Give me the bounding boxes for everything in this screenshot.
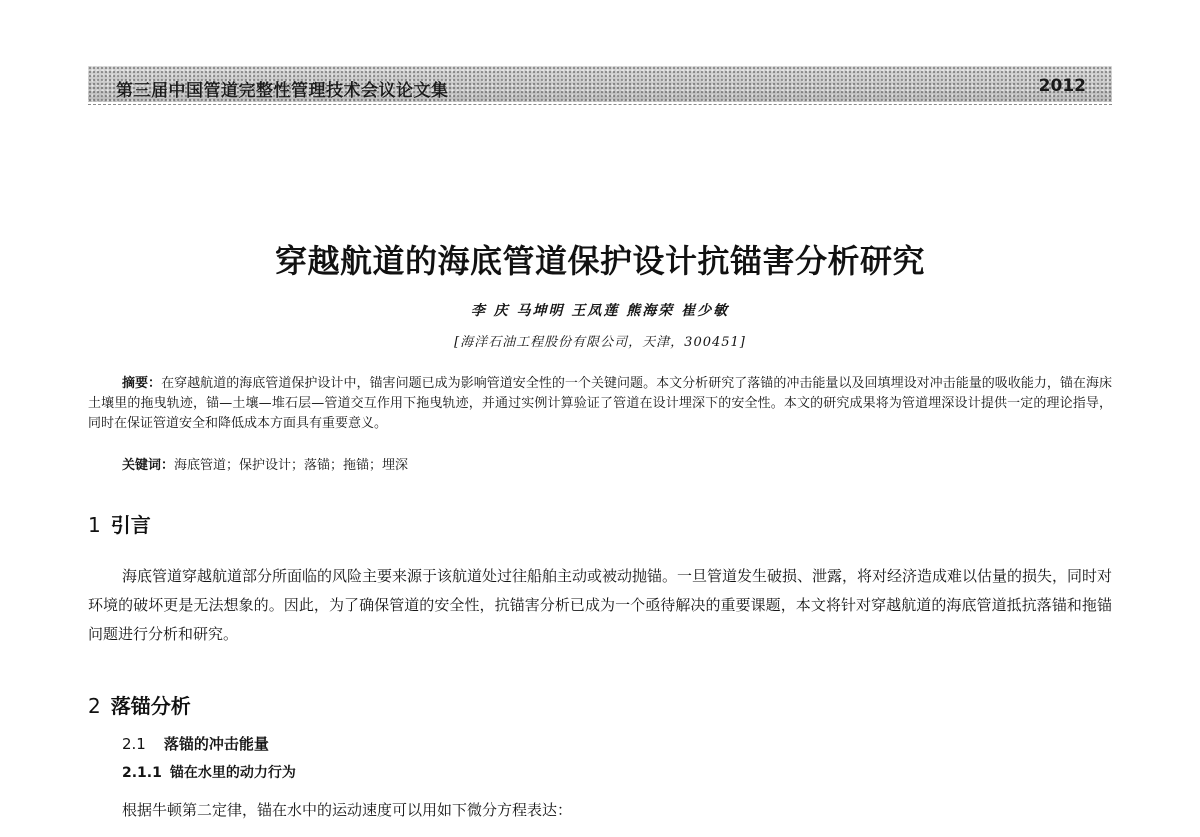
paper-title: 穿越航道的海底管道保护设计抗锚害分析研究 [274, 242, 925, 280]
subsection-2-1-number: 2.1 [122, 735, 146, 753]
journal-year: 2012 [1038, 76, 1086, 96]
header-divider [88, 104, 1112, 105]
section-1-title: 引言 [110, 513, 151, 537]
abstract-text: 在穿越航道的海底管道保护设计中，锚害问题已成为影响管道安全性的一个关键问题。本文分析研究了落锚的冲击能量以及回填埋设对冲击能量的吸收能力，锚在海床土壤里的拖曳轨迹，锚—土壤—堆石层—管道交互作用下拖曳轨迹，并通过实例计算验证了管道在设计埋深下的安全性。本文的研究成果将为管道埋深设计提供一定的理论指导，同时在保证管道安全和降低成本方面具有重要意义。 [88, 376, 1112, 431]
section-1-number: 1 [88, 513, 101, 537]
keywords-text: 海底管道；保护设计；落锚；拖锚；埋深 [174, 458, 409, 473]
section-1-paragraph: 海底管道穿越航道部分所面临的风险主要来源于该航道处过往船舶主动或被动抛锚。一旦管道发生破损、泄露，将对经济造成难以估量的损失，同时对环境的破坏更是无法想象的。因此，为了确保管道的安全性，抗锚害分析已成为一个亟待解决的重要课题，本文将针对穿越航道的海底管道抵抗落锚和拖锚问题进行分析和研究。 [88, 567, 1113, 643]
subsection-2-1-1-title: 锚在水里的动力行为 [169, 765, 296, 781]
keywords-label: 关键词： [122, 458, 175, 473]
abstract-label: 摘要： [122, 376, 162, 391]
subsection-2-1-1-number: 2.1.1 [122, 765, 162, 781]
section-2-paragraph: 根据牛顿第二定律，锚在水中的运动速度可以用如下微分方程表达： [122, 801, 573, 819]
abstract [88, 374, 1112, 434]
section-2-number: 2 [88, 694, 101, 718]
paper-authors: 李 庆 马坤明 王凤莲 熊海荣 崔少敏 [470, 303, 730, 319]
section-2-heading [88, 690, 191, 719]
section-2-title: 落锚分析 [110, 694, 191, 718]
journal-name: 第三届中国管道完整性管理技术会议论文集 [116, 81, 449, 101]
subsection-2-1-title: 落锚的冲击能量 [163, 735, 269, 753]
paper-affiliation: [海洋石油工程股份有限公司，天津，300451] [454, 335, 746, 350]
subsection-2-1-heading [122, 733, 269, 754]
subsection-2-1-1-heading [122, 762, 296, 782]
keywords [122, 454, 408, 473]
section-1-heading [88, 509, 151, 538]
